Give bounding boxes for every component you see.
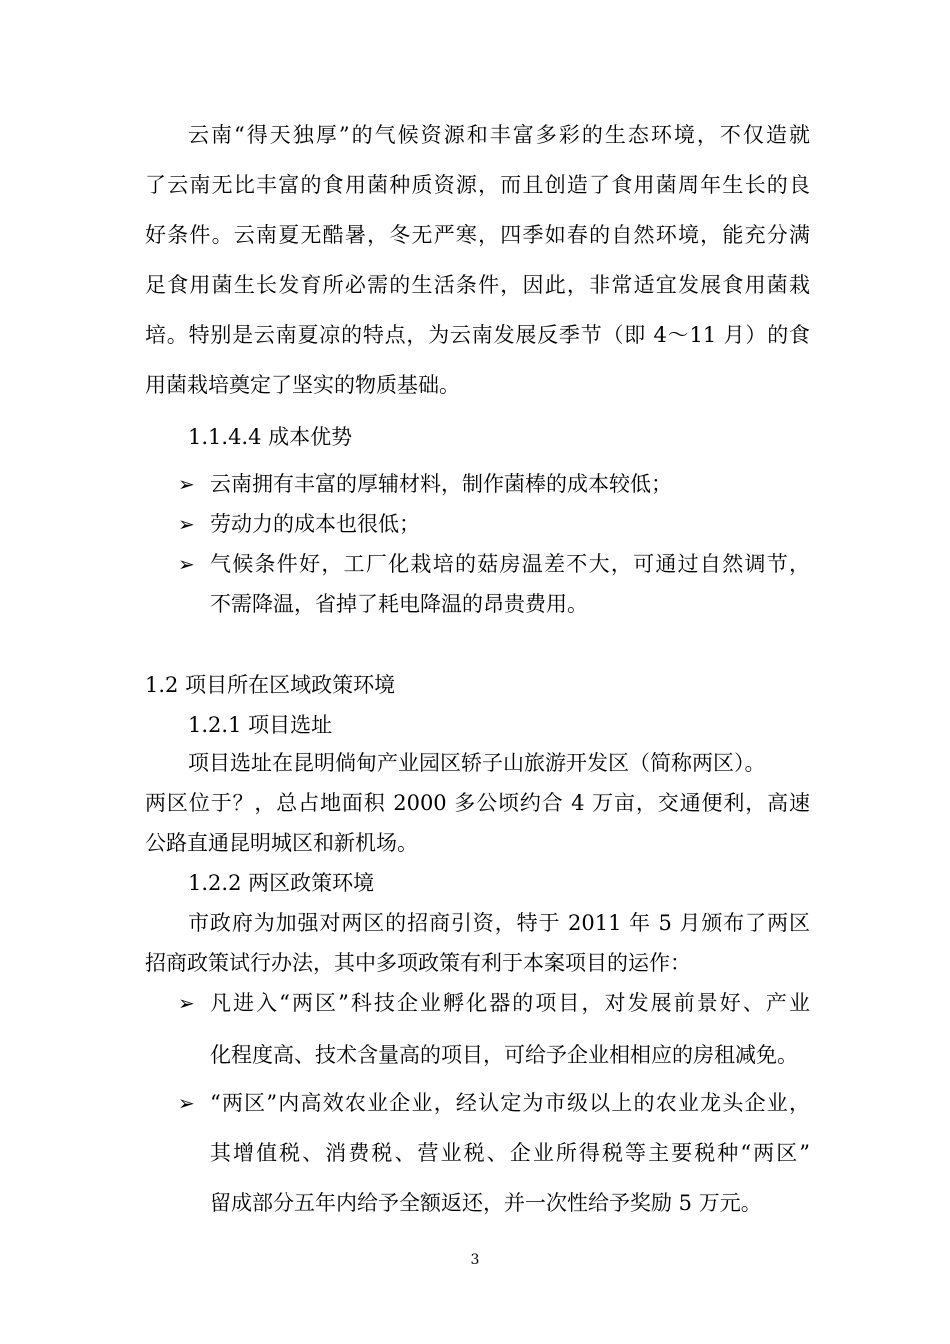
- bullet-arrow-icon: ➢: [178, 472, 195, 496]
- list-item: 气候条件好，工厂化栽培的菇房温差不大，可通过自然调节，: [210, 552, 810, 576]
- paragraph-line: 云南“得天独厚”的气候资源和丰富多彩的生态环境，不仅造就: [188, 123, 810, 147]
- page-number: 3: [470, 1252, 480, 1268]
- paragraph-line: 两区位于？，总占地面积 2000 多公顷约合 4 万亩，交通便利，高速: [145, 791, 810, 815]
- list-item: 劳动力的成本也很低；: [210, 512, 420, 536]
- paragraph-line: 招商政策试行办法，其中多项政策有利于本案项目的运作：: [145, 951, 691, 975]
- paragraph-line: 项目选址在昆明倘甸产业园区轿子山旅游开发区（简称两区）。: [188, 751, 766, 775]
- list-item-continuation: 留成部分五年内给予全额返还，并一次性给予奖励 5 万元。: [210, 1191, 762, 1215]
- list-item: 凡进入“两区”科技企业孵化器的项目，对发展前景好、产业: [210, 991, 810, 1015]
- paragraph-line: 足食用菌生长发育所必需的生活条件，因此，非常适宜发展食用菌栽: [145, 273, 810, 297]
- paragraph-line: 好条件。云南夏无酷暑，冬无严寒，四季如春的自然环境，能充分满: [145, 223, 810, 247]
- subsection-heading: 1.2.2 两区政策环境: [188, 871, 375, 895]
- subsection-heading: 1.1.4.4 成本优势: [188, 425, 353, 449]
- list-item: “两区”内高效农业企业，经认定为市级以上的农业龙头企业，: [210, 1091, 810, 1115]
- bullet-arrow-icon: ➢: [178, 1091, 195, 1115]
- subsection-heading: 1.2.1 项目选址: [188, 713, 333, 737]
- paragraph-line: 公路直通昆明城区和新机场。: [145, 831, 418, 855]
- paragraph-line: 培。特别是云南夏凉的特点，为云南发展反季节（即 4～11 月）的食: [145, 323, 810, 347]
- list-item-continuation: 不需降温，省掉了耗电降温的昂贵费用。: [210, 592, 588, 616]
- paragraph-line: 了云南无比丰富的食用菌种质资源，而且创造了食用菌周年生长的良: [145, 173, 810, 197]
- list-item: 云南拥有丰富的厚辅材料，制作菌棒的成本较低；: [210, 472, 672, 496]
- section-heading: 1.2 项目所在区域政策环境: [145, 673, 396, 697]
- bullet-arrow-icon: ➢: [178, 552, 195, 576]
- bullet-arrow-icon: ➢: [178, 512, 195, 536]
- paragraph-line: 市政府为加强对两区的招商引资，特于 2011 年 5 月颁布了两区: [188, 911, 810, 935]
- list-item-continuation: 其增值税、消费税、营业税、企业所得税等主要税种“两区”: [210, 1141, 810, 1165]
- bullet-arrow-icon: ➢: [178, 991, 195, 1015]
- paragraph-line: 用菌栽培奠定了坚实的物质基础。: [145, 373, 460, 397]
- list-item-continuation: 化程度高、技术含量高的项目，可给予企业相相应的房租减免。: [210, 1043, 798, 1067]
